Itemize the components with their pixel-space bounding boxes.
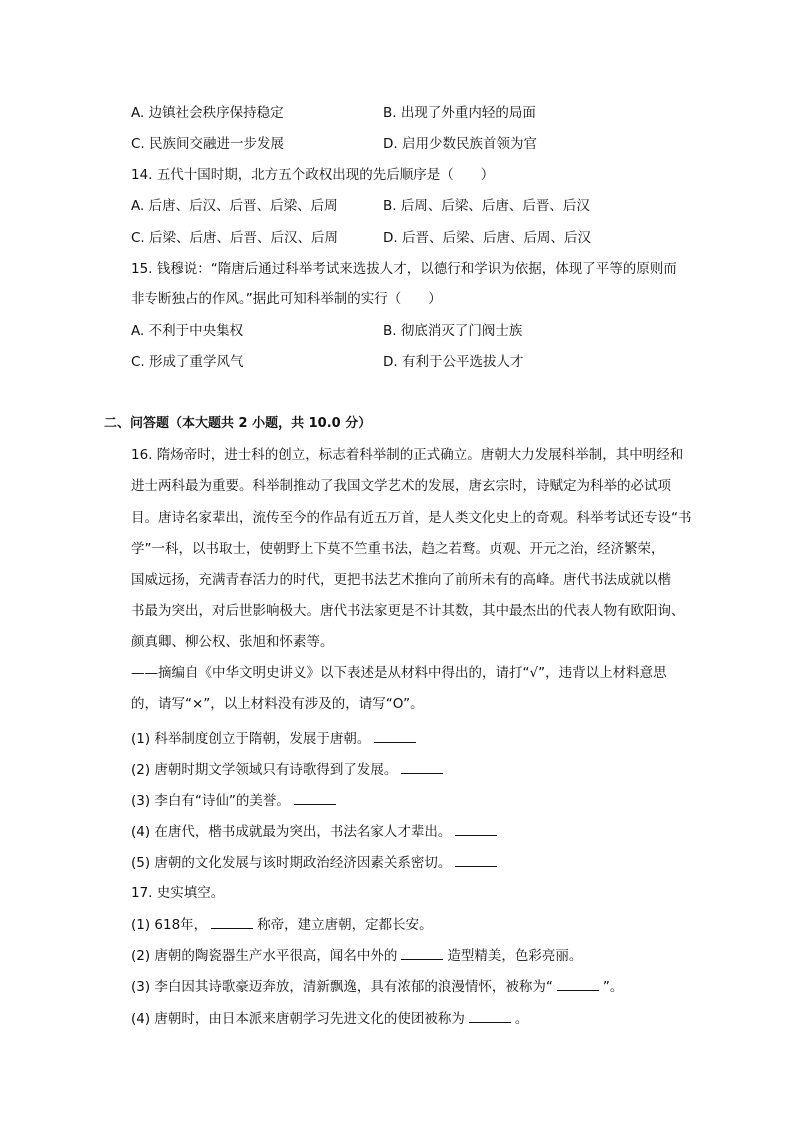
q17-item-3-pre: (3) 李白因其诗歌豪迈奔放，清新飘逸，具有浓郁的浪漫情怀，被称为“ bbox=[131, 979, 553, 995]
q16-item-5-text: (5) 唐朝的文化发展与该时期政治经济因素关系密切。 bbox=[131, 855, 452, 871]
q17-item-3-post: ”。 bbox=[602, 979, 624, 995]
answer-blank[interactable] bbox=[455, 821, 497, 836]
q16-item-2-text: (2) 唐朝时期文学领域只有诗歌得到了发展。 bbox=[131, 762, 398, 778]
q17-item-4 bbox=[131, 1008, 528, 1029]
q17-item-4-post: 。 bbox=[514, 1011, 529, 1027]
q16-item-4 bbox=[131, 821, 501, 842]
q16-line-3: 目。唐诗名家辈出，流传至今的作品有近五万首，是人类文化史上的奇观。科举考试还专设“书 bbox=[131, 510, 692, 526]
q16-line-4: 学”一科，以书取士，使朝野上下莫不竺重书法，趋之若鹜。贞观、开元之治，经济繁荣， bbox=[131, 541, 665, 557]
q16-source-line2: 的，请写“×”，以上材料没有涉及的，请写“O”。 bbox=[131, 696, 424, 712]
answer-blank[interactable] bbox=[374, 728, 416, 743]
q16-item-2 bbox=[131, 759, 447, 780]
q14-option-d: D. 后晋、后梁、后唐、后周、后汉 bbox=[383, 230, 591, 246]
q13-option-d: D. 启用少数民族首领为官 bbox=[383, 136, 537, 152]
q13-option-a: A. 边镇社会秩序保持稳定 bbox=[131, 105, 284, 121]
q17-item-4-pre: (4) 唐朝时，由日本派来唐朝学习先进文化的使团被称为 bbox=[131, 1011, 465, 1027]
q15-option-a: A. 不利于中央集权 bbox=[131, 323, 244, 339]
answer-blank[interactable] bbox=[469, 1008, 511, 1023]
q17-stem: 17. 史实填空。 bbox=[131, 885, 225, 901]
answer-blank[interactable] bbox=[294, 790, 336, 805]
q14-stem: 14. 五代十国时期，北方五个政权出现的先后顺序是（ ） bbox=[131, 167, 495, 183]
q15-stem-line2: 非专断独占的作风。”据此可知科举制的实行（ ） bbox=[131, 291, 442, 307]
q17-item-1-pre: (1) 618年， bbox=[131, 917, 208, 933]
q15-option-d: D. 有利于公平选拔人才 bbox=[383, 354, 524, 370]
q17-item-1 bbox=[131, 914, 433, 935]
q15-option-c: C. 形成了重学风气 bbox=[131, 354, 244, 370]
answer-blank[interactable] bbox=[211, 914, 253, 929]
q16-item-5 bbox=[131, 852, 501, 873]
answer-blank[interactable] bbox=[557, 976, 599, 991]
answer-blank[interactable] bbox=[401, 945, 443, 960]
q17-item-3 bbox=[131, 976, 623, 997]
q16-line-1: 16. 隋炀帝时，进士科的创立，标志着科举制的正式确立。唐朝大力发展科举制，其中明经和 bbox=[131, 447, 684, 463]
section-heading: 二、问答题（本大题共 2 小题，共 10.0 分） bbox=[104, 416, 372, 431]
q16-line-5: 国威远扬，充满青春活力的时代，更把书法艺术推向了前所未有的高峰。唐代书法成就以楷 bbox=[131, 572, 671, 588]
q16-line-2: 进士两科最为重要。科举制推动了我国文学艺术的发展，唐玄宗时，诗赋定为科举的必试项 bbox=[131, 478, 671, 494]
answer-blank[interactable] bbox=[401, 759, 443, 774]
q16-item-3 bbox=[131, 790, 340, 811]
q17-item-2 bbox=[131, 945, 582, 966]
q14-option-a: A. 后唐、后汉、后晋、后梁、后周 bbox=[131, 198, 338, 214]
q16-item-4-text: (4) 在唐代，楷书成就最为突出，书法名家人才辈出。 bbox=[131, 824, 452, 840]
q15-option-b: B. 彻底消灭了门阀士族 bbox=[383, 323, 523, 339]
answer-blank[interactable] bbox=[455, 852, 497, 867]
q14-option-c: C. 后梁、后唐、后晋、后汉、后周 bbox=[131, 230, 339, 246]
q16-item-1-text: (1) 科举制度创立于隋朝，发展于唐朝。 bbox=[131, 731, 371, 747]
q13-option-c: C. 民族间交融进一步发展 bbox=[131, 136, 285, 152]
q16-source-line1: ——摘编自《中华文明史讲义》以下表述是从材料中得出的，请打“√”，违背以上材料意思 bbox=[131, 665, 667, 681]
q16-line-7: 颜真卿、柳公权、张旭和怀素等。 bbox=[131, 634, 334, 650]
q17-item-1-post: 称帝，建立唐朝，定都长安。 bbox=[257, 917, 433, 933]
q17-item-2-post: 造型精美，色彩亮丽。 bbox=[447, 948, 583, 964]
q17-item-2-pre: (2) 唐朝的陶瓷器生产水平很高，闻名中外的 bbox=[131, 948, 398, 964]
q14-option-b: B. 后周、后梁、后唐、后晋、后汉 bbox=[383, 198, 590, 214]
q15-stem-line1: 15. 钱穆说：“隋唐后通过科举考试来选拔人才，以德行和学识为依据，体现了平等的原则而 bbox=[131, 261, 677, 277]
q16-item-3-text: (3) 李白有“诗仙”的美誉。 bbox=[131, 793, 290, 809]
q13-option-b: B. 出现了外重内轻的局面 bbox=[383, 105, 536, 121]
q16-item-1 bbox=[131, 728, 420, 749]
q16-line-6: 书最为突出，对后世影响极大。唐代书法家更是不计其数，其中最杰出的代表人物有欧阳询、 bbox=[131, 603, 685, 619]
